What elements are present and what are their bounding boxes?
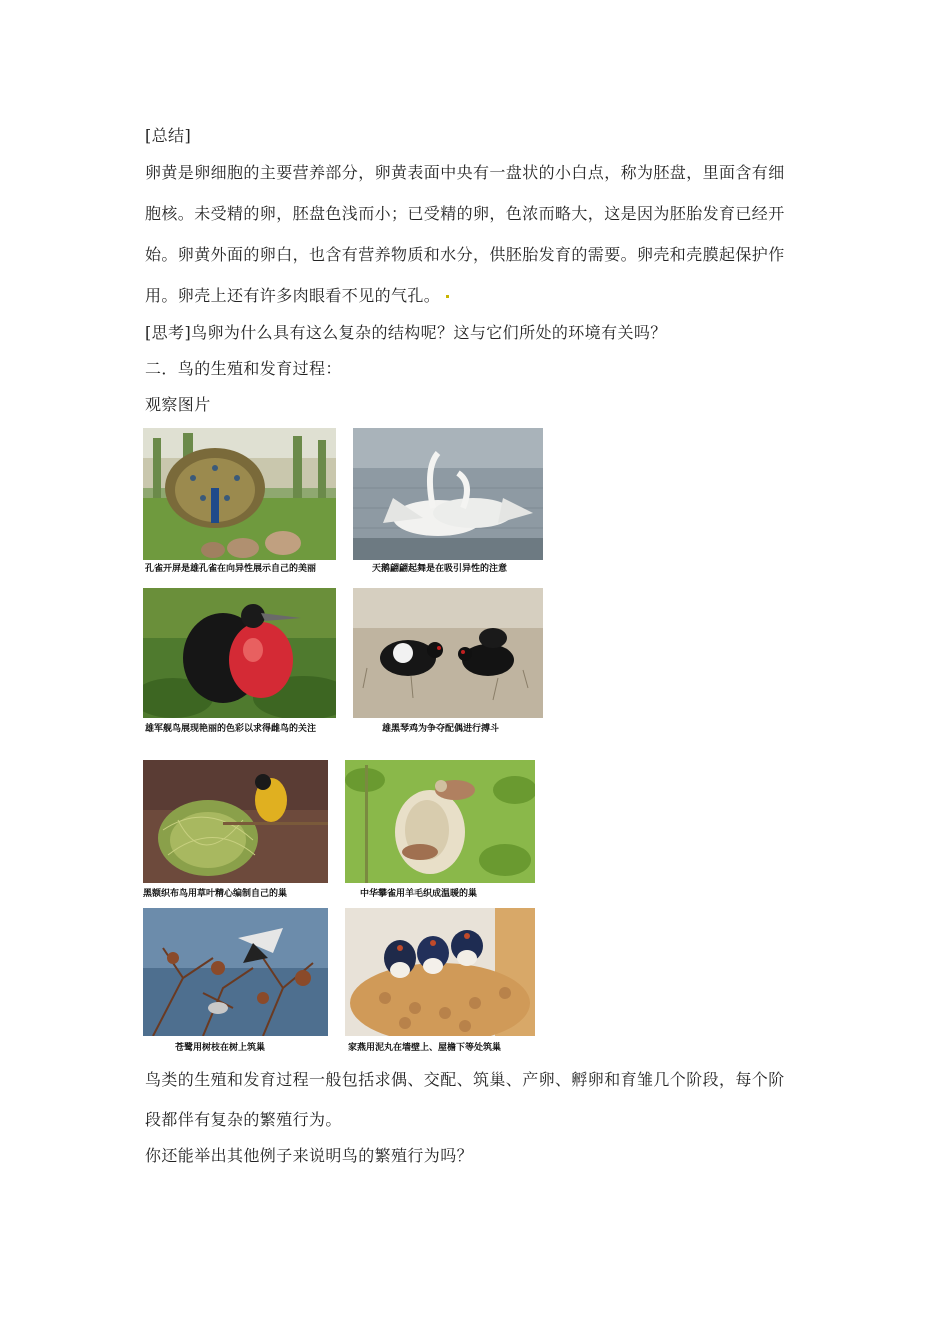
peacock-caption: 孔雀开屏是雄孔雀在向异性展示自己的美丽 [145, 564, 317, 574]
peacock-photo [143, 428, 336, 560]
weaver-caption: 黑额织布鸟用草叶精心编制自己的巢 [143, 889, 288, 899]
paragraph-2-line-2: 段都伴有复杂的繁殖行为。 [145, 1110, 342, 1129]
closing-question: 你还能举出其他例子来说明鸟的繁殖行为吗？ [145, 1146, 474, 1165]
paragraph-1-line-4 [145, 286, 449, 306]
heron-photo [143, 908, 328, 1036]
weaver-photo [143, 760, 328, 883]
grouse-photo [353, 588, 543, 718]
paragraph-1-line-1: 卵黄是卵细胞的主要营养部分，卵黄表面中央有一盘状的小白点，称为胚盘，里面含有细 [145, 163, 785, 182]
swallow-caption: 家燕用泥丸在墙壁上、屋檐下等处筑巢 [348, 1043, 502, 1053]
observe-label: 观察图片 [145, 395, 211, 414]
frigatebird-photo [143, 588, 336, 718]
grouse-caption: 雄黑琴鸡为争夺配偶进行搏斗 [382, 724, 500, 734]
heron-caption: 苍鹭用树枝在树上筑巢 [175, 1043, 266, 1053]
summary-heading: [总结] [145, 126, 192, 145]
swallow-photo [345, 908, 535, 1036]
mark-dot [446, 295, 449, 298]
section-2-heading: 二．鸟的生殖和发育过程： [145, 359, 342, 378]
frigatebird-caption: 雄军舰鸟展现艳丽的色彩以求得雌鸟的关注 [145, 724, 317, 734]
paragraph-2-line-1: 鸟类的生殖和发育过程一般包括求偶、交配、筑巢、产卵、孵卵和育雏几个阶段，每个阶 [145, 1070, 785, 1089]
paragraph-1-line-3: 始。卵黄外面的卵白，也含有营养物质和水分，供胚胎发育的需要。卵壳和壳膜起保护作 [145, 245, 785, 264]
swans-caption: 天鹅翩翩起舞是在吸引异性的注意 [372, 564, 508, 574]
penduline-photo [345, 760, 535, 883]
swans-photo [353, 428, 543, 560]
paragraph-1-line-2: 胞核。未受精的卵，胚盘色浅而小；已受精的卵，色浓而略大，这是因为胚胎发育已经开 [145, 204, 785, 223]
paragraph-1-line-4-text: 用。卵壳上还有许多肉眼看不见的气孔。 [145, 286, 441, 305]
think-question: [思考]鸟卵为什么具有这么复杂的结构呢？这与它们所处的环境有关吗？ [145, 323, 667, 342]
penduline-caption: 中华攀雀用羊毛织成温暖的巢 [360, 889, 478, 899]
